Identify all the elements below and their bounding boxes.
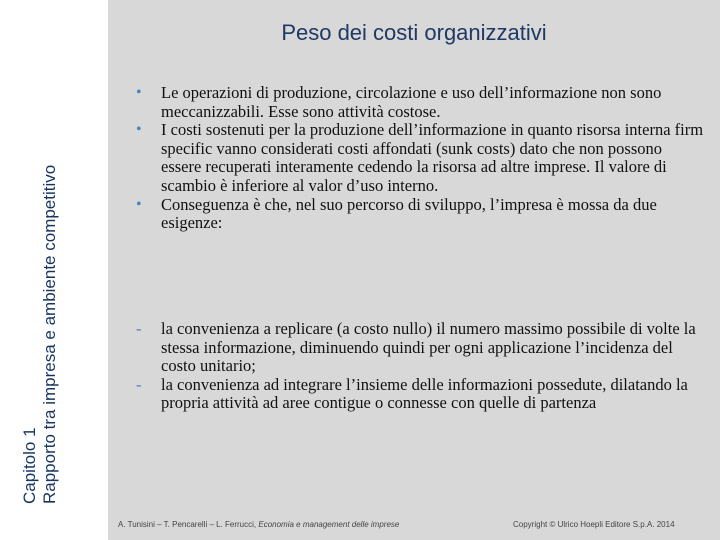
footer-citation	[118, 520, 399, 534]
chapter-number: Capitolo 1	[20, 427, 39, 504]
dash-item	[136, 320, 704, 376]
bullet-marker: •	[136, 195, 142, 213]
dash-text: la convenienza a replicare (a costo nullo) il numero massimo possibile di volte la stessa informazione, diminuendo quindi per ogni applicazione l’incidenza del costo unitario;	[161, 319, 696, 376]
bullet-text: I costi sostenuti per la produzione dell’informazione in quanto risorsa interna firm specific vanno considerati costi affondati (sunk costs) dato che non possono essere recuperati interamente cedendo la risorsa ad altre imprese. Il valore di scambio è inferiore al valor d’uso interno.	[161, 120, 704, 195]
dash-list	[136, 320, 704, 413]
dash-item	[136, 376, 704, 413]
dash-marker: -	[136, 374, 142, 394]
bullet-item	[136, 196, 704, 233]
chapter-heading	[20, 14, 60, 504]
bullet-marker: •	[136, 121, 142, 139]
bullet-text: Conseguenza è che, nel suo percorso di sviluppo, l’impresa è mossa da due esigenze:	[161, 194, 657, 233]
slide-title: Peso dei costi organizzativi	[281, 20, 547, 45]
bullet-text: Le operazioni di produzione, circolazione e uso dell’informazione non sono meccanizzabili. Esse sono attività costose.	[161, 83, 662, 121]
footer-authors: A. Tunisini – T. Pencarelli – L. Ferrucci,	[118, 520, 257, 529]
bullet-item	[136, 84, 704, 121]
bullet-list	[136, 84, 704, 233]
bullet-item	[136, 121, 704, 195]
content-panel	[108, 0, 720, 540]
bullet-marker: •	[136, 84, 142, 101]
footer-book-title: Economia e management delle imprese	[258, 520, 400, 529]
dash-text: la convenienza ad integrare l’insieme delle informazioni possedute, dilatando la propria attività ad aree contigue o connesse con quelle di partenza	[161, 374, 688, 413]
dash-marker: -	[136, 319, 142, 338]
footer-copyright: Copyright © Ulrico Hoepli Editore S.p.A. 2014	[513, 520, 675, 529]
chapter-title: Rapporto tra impresa e ambiente competitivo	[40, 164, 59, 504]
